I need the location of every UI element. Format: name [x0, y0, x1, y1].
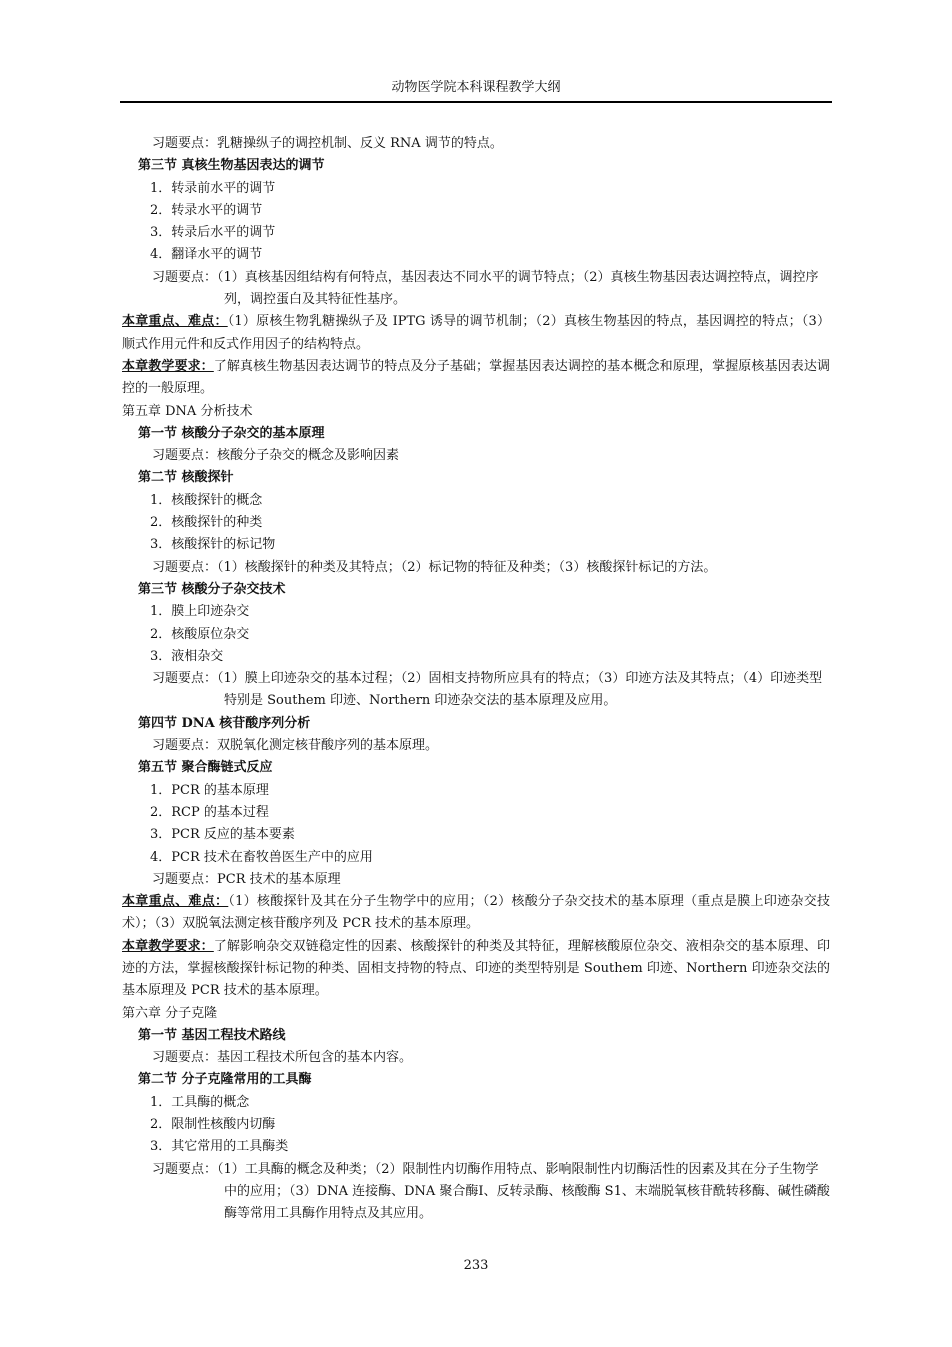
list-item: 4．PCR 技术在畜牧兽医生产中的应用 — [150, 849, 373, 865]
list-item: 3．液相杂交 — [150, 648, 224, 664]
summary-paragraph — [122, 356, 830, 401]
paragraph-label: 本章重点、难点： — [122, 314, 228, 330]
page-header: 动物医学院本科课程教学大纲 — [391, 80, 561, 95]
section-heading: 第一节 基因工程技术路线 — [138, 1027, 286, 1043]
exercise-points: 习题要点：核酸分子杂交的概念及影响因素 — [152, 448, 400, 464]
header-rule — [120, 101, 832, 103]
exercise-points: 习题要点：（1）膜上印迹杂交的基本过程；（2）固相支持物所应具有的特点；（3）印迹方法及其特点；（4）印迹类型特别是 Southem 印迹、Northern 印迹杂交法的基本原理及应用。 — [152, 671, 823, 709]
list-item: 3．PCR 反应的基本要素 — [150, 827, 295, 843]
list-item: 3．核酸探针的标记物 — [150, 537, 276, 553]
list-item: 2．转录水平的调节 — [150, 202, 263, 218]
list-item: 2．RCP 的基本过程 — [150, 804, 269, 820]
exercise-points: 习题要点：（1）真核基因组结构有何特点，基因表达不同水平的调节特点；（2）真核生物基因表达调控特点，调控序列，调控蛋白及其特征性基序。 — [152, 269, 819, 308]
document-body — [122, 133, 830, 1226]
exercise-points: 习题要点：乳糖操纵子的调控机制、反义 RNA 调节的特点。 — [152, 136, 503, 151]
list-item: 1．PCR 的基本原理 — [150, 782, 269, 798]
exercise-points: 习题要点：基因工程技术所包含的基本内容。 — [152, 1050, 413, 1066]
exercise-points: 习题要点：（1）核酸探针的种类及其特点；（2）标记物的特征及种类；（3）核酸探针标记的方法。 — [152, 559, 717, 575]
list-item: 3．其它常用的工具酶类 — [150, 1139, 289, 1155]
list-item: 1．膜上印迹杂交 — [150, 604, 250, 620]
exercise-points: 习题要点：双脱氧化测定核苷酸序列的基本原理。 — [152, 738, 439, 754]
list-item: 2．核酸探针的种类 — [150, 515, 263, 531]
exercise-points: 习题要点：（1）工具酶的概念及种类；（2）限制性内切酶作用特点、影响限制性内切酶活性的因素及其在分子生物学中的应用；（3）DNA 连接酶、DNA 聚合酶Ⅰ、反转录酶、核酸酶 S1、末端脱氧核苷酰转移酶、碱性磷酸酶等常用工具酶作用特点及其应用。 — [152, 1161, 830, 1222]
list-item: 2．核酸原位杂交 — [150, 626, 250, 642]
chapter-heading: 第六章 分子克隆 — [122, 1005, 218, 1021]
list-item: 3．转录后水平的调节 — [150, 225, 276, 241]
paragraph-label: 本章教学要求： — [122, 358, 214, 374]
list-item: 1．转录前水平的调节 — [150, 180, 276, 196]
list-item: 4．翻译水平的调节 — [150, 247, 263, 263]
exercise-points: 习题要点：PCR 技术的基本原理 — [152, 871, 341, 887]
paragraph-text: （1）原核生物乳糖操纵子及 IPTG 诱导的调节机制；（2）真核生物基因的特点，基因调控的特点；（3）顺式作用元件和反式作用因子的结构特点。 — [122, 314, 830, 352]
section-heading: 第三节 核酸分子杂交技术 — [138, 581, 286, 597]
list-item: 1．工具酶的概念 — [150, 1094, 250, 1110]
paragraph-label: 本章教学要求： — [122, 938, 214, 954]
list-item: 1．核酸探针的概念 — [150, 492, 263, 508]
summary-paragraph — [122, 891, 830, 936]
section-heading: 第五节 聚合酶链式反应 — [138, 760, 273, 776]
paragraph-text: （1）核酸探针及其在分子生物学中的应用；（2）核酸分子杂交技术的基本原理（重点是膜上印迹杂交技术）；（3）双脱氧法测定核苷酸序列及 PCR 技术的基本原理。 — [122, 894, 830, 932]
section-heading: 第二节 核酸探针 — [138, 470, 234, 486]
paragraph-text: 了解影响杂交双链稳定性的因素、核酸探针的种类及其特征，理解核酸原位杂交、液相杂交的基本原理、印迹的方法，掌握核酸探针标记物的种类、固相支持物的特点、印迹的类型特别是 Southem 印迹、Northern 印迹杂交法的基本原理及 PCR 技术的基本原理。 — [122, 938, 830, 999]
summary-paragraph — [122, 311, 830, 356]
summary-paragraph — [122, 936, 830, 1003]
paragraph-text: 了解真核生物基因表达调节的特点及分子基础；掌握基因表达调控的基本概念和原理，掌握原核基因表达调控的一般原理。 — [122, 358, 830, 397]
section-heading: 第二节 分子克隆常用的工具酶 — [138, 1072, 312, 1088]
chapter-heading: 第五章 DNA 分析技术 — [122, 403, 253, 419]
section-heading: 第四节 DNA 核苷酸序列分析 — [138, 715, 311, 731]
page-number: 233 — [463, 1258, 489, 1273]
section-heading: 第一节 核酸分子杂交的基本原理 — [138, 425, 325, 441]
section-heading: 第三节 真核生物基因表达的调节 — [138, 158, 325, 174]
paragraph-label: 本章重点、难点： — [122, 894, 229, 910]
list-item: 2．限制性核酸内切酶 — [150, 1117, 276, 1133]
